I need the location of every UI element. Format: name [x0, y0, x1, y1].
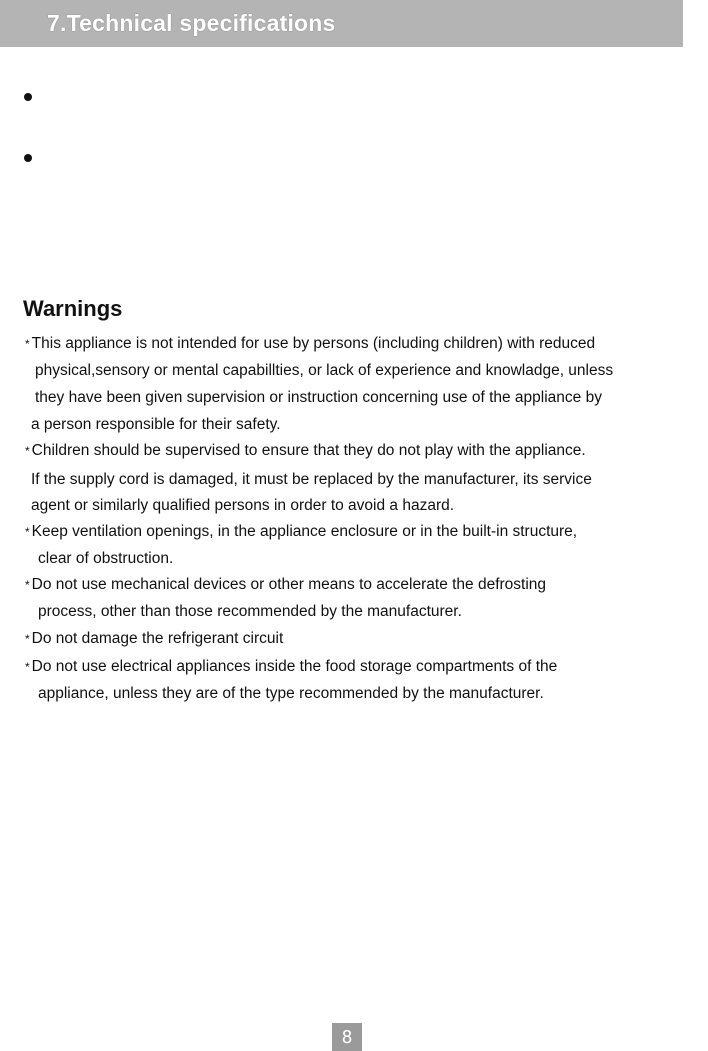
- page-number: 8: [341, 1026, 353, 1048]
- section-header-band: [0, 0, 683, 47]
- warning-line: agent or similarly qualified persons in order to avoid a hazard.: [31, 497, 455, 514]
- warning-line: * Children should be supervised to ensure that they do not play with the appliance.: [25, 442, 586, 459]
- warning-line: * Do not use electrical appliances inside the food storage compartments of the: [25, 658, 558, 675]
- warning-line: clear of obstruction.: [38, 550, 174, 567]
- warning-line: If the supply cord is damaged, it must be replaced by the manufacturer, its service: [31, 471, 592, 488]
- warning-line: they have been given supervision or instruction concerning use of the appliance by: [35, 389, 602, 406]
- warning-line: physical,sensory or mental capabillties, or lack of experience and knowladge, unless: [35, 362, 614, 379]
- asterisk-marker: *: [25, 525, 30, 539]
- warning-line: * Do not use mechanical devices or other means to accelerate the defrosting: [25, 576, 547, 593]
- warning-line: a person responsible for their safety.: [31, 416, 281, 433]
- warning-line: appliance, unless they are of the type recommended by the manufacturer.: [38, 685, 544, 702]
- asterisk-marker: *: [25, 337, 30, 351]
- asterisk-marker: *: [25, 444, 30, 458]
- section-title: 7.Technical specifications: [47, 10, 336, 36]
- bullet-point: [24, 154, 32, 162]
- asterisk-marker: *: [25, 578, 30, 592]
- warning-line: * This appliance is not intended for use by persons (including children) with reduced: [25, 335, 596, 352]
- warning-line: * Do not damage the refrigerant circuit: [25, 630, 284, 647]
- warning-line: * Keep ventilation openings, in the appliance enclosure or in the built-in structure,: [25, 523, 578, 540]
- asterisk-marker: *: [25, 660, 30, 674]
- warning-line: process, other than those recommended by the manufacturer.: [38, 603, 462, 620]
- warnings-heading: Warnings: [23, 296, 123, 321]
- bullet-point: [24, 93, 32, 101]
- asterisk-marker: *: [25, 632, 30, 646]
- page-number-box: [332, 1023, 362, 1051]
